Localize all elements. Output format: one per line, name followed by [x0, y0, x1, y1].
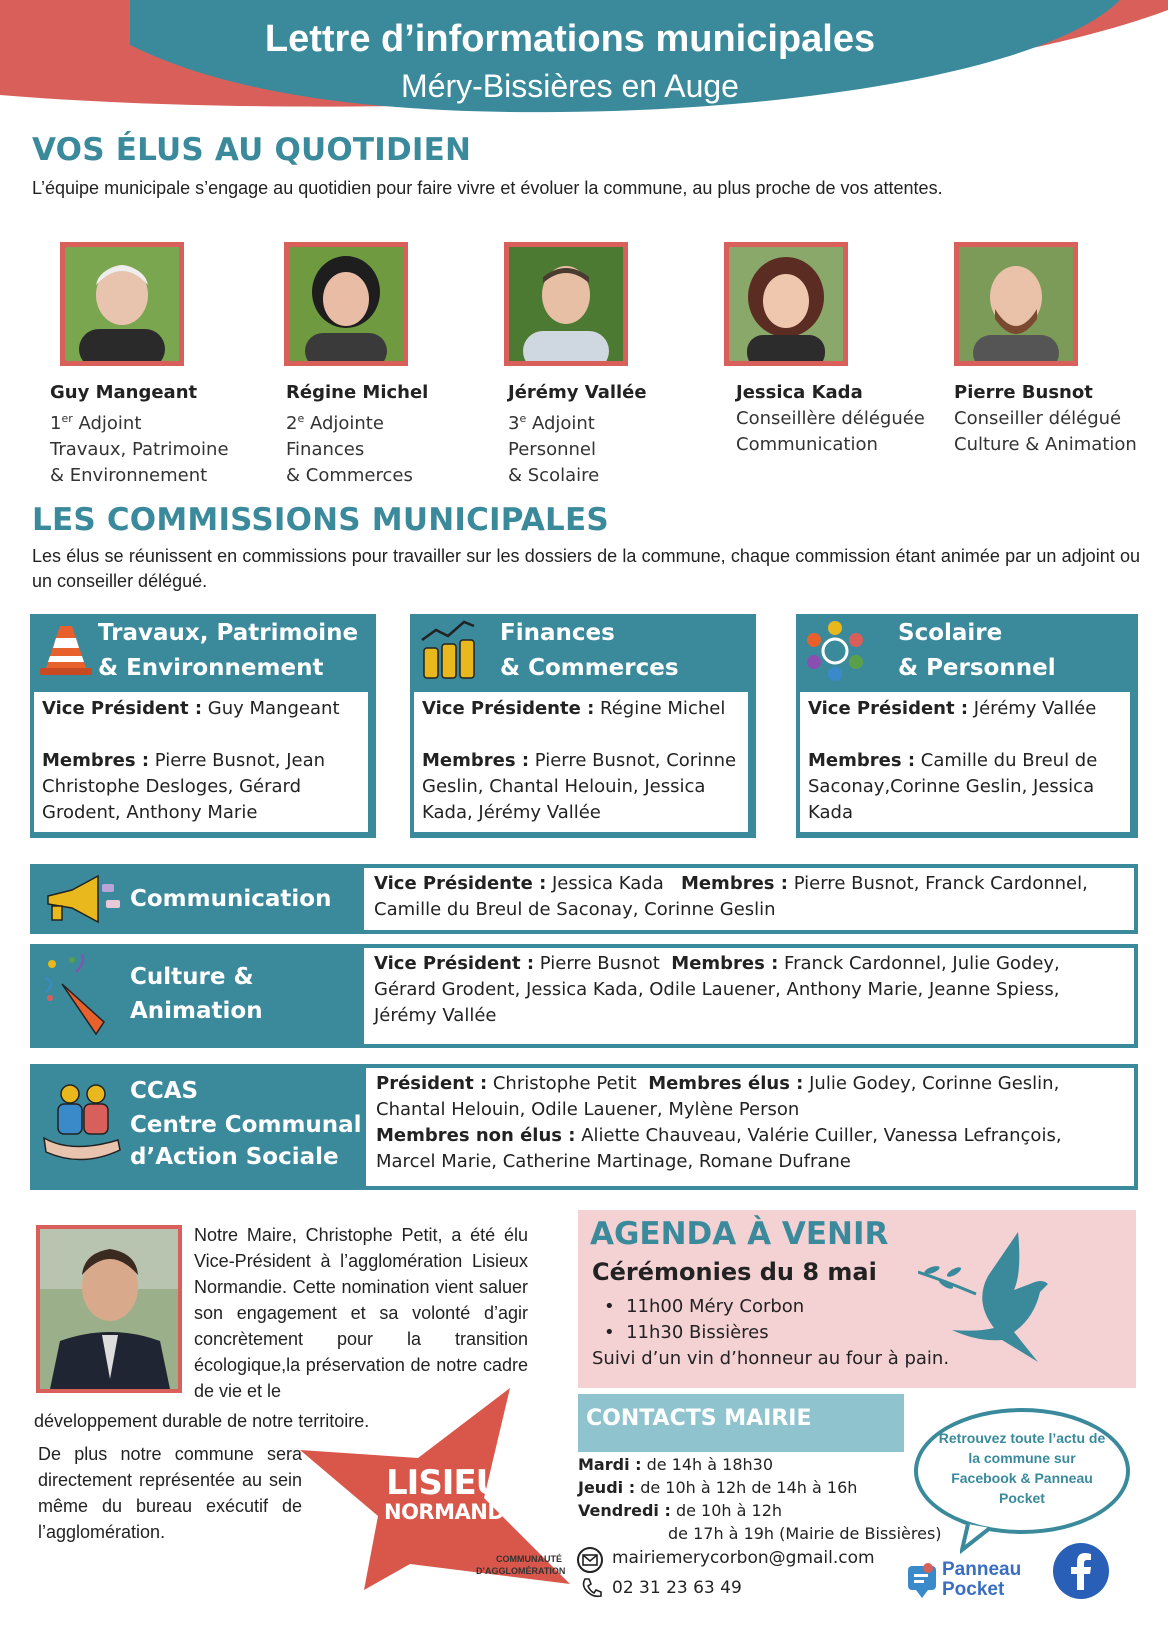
page-title: Lettre d’informations municipales: [264, 18, 876, 60]
dove-icon: [918, 1232, 1084, 1366]
coins-chart-icon: [418, 618, 484, 682]
elu-role: 3e Adjoint: [508, 412, 595, 434]
commission-details: Vice Président : Pierre Busnot Membres : Franck Cardonnel, Julie Godey, Gérard Grodent, Jessica Kada, Odile Lauener, Anthony Marie, Jeanne Spiess, Jérémy Vallée: [364, 948, 1134, 1044]
helping-hand-icon: [42, 1082, 122, 1172]
commission-title: Culture &: [130, 964, 254, 990]
hours-row: Jeudi : de 10h à 12h de 14h à 16h: [578, 1478, 858, 1497]
photo-pierre-busnot: [954, 242, 1078, 366]
contacts-heading: CONTACTS MAIRIE: [586, 1406, 812, 1431]
elu-name: Jérémy Vallée: [508, 382, 647, 403]
panneau-pocket-icon[interactable]: [906, 1562, 940, 1602]
hours-row-extra: de 17h à 19h (Mairie de Bissières): [668, 1524, 942, 1543]
list-item: • 11h30 Bissières: [604, 1322, 769, 1343]
representation-paragraph: De plus notre commune sera directement représentée au sein même du bureau exécutif de l’agglomération.: [38, 1444, 302, 1542]
maire-paragraph-end: développement durable de notre territoire.: [34, 1411, 370, 1431]
agenda-heading: AGENDA À VENIR: [590, 1216, 889, 1252]
elu-name: Jessica Kada: [736, 382, 863, 403]
commission-culture: [30, 944, 1138, 1048]
elu-jeremy-vallee: [508, 380, 647, 489]
elu-role: Conseillère déléguée: [736, 408, 925, 429]
elu-name: Pierre Busnot: [954, 382, 1093, 403]
elu-guy-mangeant: [50, 380, 229, 489]
commission-scolaire: [796, 614, 1138, 838]
commission-details: Vice Présidente : Jessica Kada Membres : Pierre Busnot, Franck Cardonnel, Camille du Breul de Saconay, Corinne Geslin: [364, 868, 1134, 930]
page-subtitle: Méry-Bissières en Auge: [401, 68, 739, 104]
commission-finances: [410, 614, 756, 838]
elus-intro: L’équipe municipale s’engage au quotidien pour faire vivre et évoluer la commune, au plus proche de vos attentes.: [32, 178, 943, 198]
commission-title: Communication: [130, 886, 332, 912]
elu-role: 1er Adjoint: [50, 412, 142, 434]
commission-title-2: Centre Communal: [130, 1112, 362, 1138]
agenda-list: [604, 1294, 804, 1346]
commission-title: Finances: [500, 620, 615, 646]
commission-details: Vice Président : Guy Mangeant Membres : Pierre Busnot, Jean Christophe Desloges, Gérard Grodent, Anthony Marie: [34, 692, 368, 832]
contact-email[interactable]: mairiemerycorbon@gmail.com: [612, 1548, 875, 1568]
opening-hours: [578, 1453, 942, 1545]
elu-regine-michel: [286, 380, 428, 489]
commission-title-3: d’Action Sociale: [130, 1144, 339, 1170]
commission-ccas: [30, 1064, 1138, 1190]
hours-row: Vendredi : de 10h à 12h: [578, 1501, 783, 1520]
commission-communication: [30, 864, 1138, 934]
commission-title-2: & Environnement: [98, 655, 324, 681]
list-item: • 11h00 Méry Corbon: [604, 1296, 805, 1317]
commissions-heading: LES COMMISSIONS MUNICIPALES: [32, 502, 609, 538]
agenda-box: [578, 1210, 1136, 1388]
logo-text: LISIEUX: [386, 1463, 528, 1503]
elu-role: Conseiller délégué: [954, 408, 1122, 429]
phone-icon: [580, 1576, 604, 1600]
elu-name: Régine Michel: [286, 382, 429, 403]
elu-delegation-2: & Scolaire: [508, 465, 600, 486]
commission-details: Vice Présidente : Régine Michel Membres : Pierre Busnot, Corinne Geslin, Chantal Helouin, Jessica Kada, Jérémy Vallée: [414, 692, 748, 832]
commission-details: Président : Christophe Petit Membres élus : Julie Godey, Corinne Geslin, Chantal Helouin, Odile Lauener, Mylène Person Membres non élus : Aliette Chauveau, Valérie Cuiller, Vanessa Lefrançois, Marcel Marie, Catherine Martinage, Romane Dufrane: [366, 1068, 1134, 1186]
logo-subtext-2: D’AGGLOMÉRATION: [476, 1566, 566, 1576]
party-popper-icon: [42, 954, 118, 1038]
elu-name: Guy Mangeant: [50, 382, 198, 403]
photo-jeremy-vallee: [504, 242, 628, 366]
elu-delegation: Travaux, Patrimoine: [50, 439, 229, 460]
photo-maire: [36, 1225, 182, 1393]
elus-heading: VOS ÉLUS AU QUOTIDIEN: [32, 132, 472, 168]
elu-delegation-2: & Commerces: [286, 465, 413, 486]
people-circle-icon: [802, 618, 868, 682]
facebook-icon[interactable]: [1052, 1542, 1110, 1600]
bubble-tail: [960, 1524, 1000, 1554]
commission-travaux: [30, 614, 376, 838]
photo-regine-michel: [284, 242, 408, 366]
commission-title-2: Animation: [130, 998, 263, 1024]
megaphone-icon: [42, 872, 126, 928]
elu-role: 2e Adjointe: [286, 412, 384, 434]
social-bubble: [914, 1408, 1130, 1534]
contact-phone[interactable]: 02 31 23 63 49: [612, 1578, 742, 1598]
commission-title: Scolaire: [898, 620, 1003, 646]
maire-paragraph: Notre Maire, Christophe Petit, a été élu Vice-Président à l’agglomération Lisieux Normandie. Cette nomination vient saluer son engagement et sa volonté d’agir concrètement pour la transition écologique,la préservation de notre cadre de vie et le: [194, 1225, 528, 1401]
commission-title-2: & Personnel: [898, 655, 1056, 681]
logo-text-2: NORMANDIE: [384, 1500, 526, 1524]
commission-title: CCAS: [130, 1078, 199, 1104]
elu-delegation: Culture & Animation: [954, 434, 1137, 455]
elu-delegation-2: & Environnement: [50, 465, 208, 486]
hours-row: Mardi : de 14h à 18h30: [578, 1455, 774, 1474]
commission-details: Vice Président : Jérémy Vallée Membres : Camille du Breul de Saconay,Corinne Geslin, Jessica Kada: [800, 692, 1130, 832]
contacts-heading-bar: [578, 1394, 904, 1452]
elu-delegation: Finances: [286, 439, 365, 460]
commission-title: Travaux, Patrimoine: [98, 620, 359, 646]
panneau-pocket-label[interactable]: Panneau Pocket: [942, 1559, 1022, 1600]
agenda-subheading: Cérémonies du 8 mai: [592, 1258, 877, 1286]
commissions-intro: Les élus se réunissent en commissions pour travailler sur les dossiers de la commune, chaque commission étant animée par un adjoint ou un conseiller délégué.: [32, 546, 1140, 591]
social-bubble-text: Retrouvez toute l’actu de la commune sur Facebook & Panneau Pocket: [938, 1430, 1106, 1506]
photo-jessica-kada: [724, 242, 848, 366]
agenda-footer: Suivi d’un vin d’honneur au four à pain.: [592, 1348, 950, 1369]
commission-title-2: & Commerces: [500, 655, 679, 681]
traffic-cone-icon: [38, 620, 94, 678]
elu-jessica-kada: [736, 380, 925, 458]
elu-delegation: Personnel: [508, 439, 596, 460]
photo-guy-mangeant: [60, 242, 184, 366]
header-banner: [0, 0, 1168, 130]
elu-pierre-busnot: [954, 380, 1137, 458]
elu-delegation: Communication: [736, 434, 878, 455]
mail-icon: [576, 1546, 604, 1574]
logo-subtext: COMMUNAUTÉ: [496, 1554, 562, 1564]
